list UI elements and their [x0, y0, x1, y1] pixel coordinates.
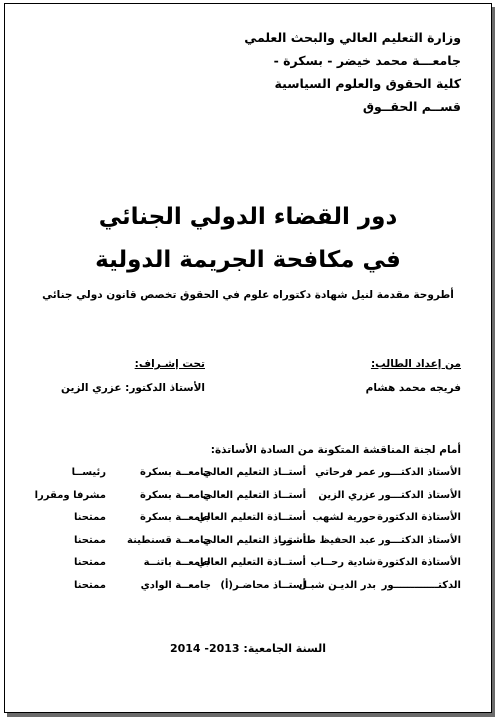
jury-member-university: جامعــة بسكرة [139, 467, 211, 478]
jury-member-name: عزري الزين [318, 489, 376, 501]
jury-member-name: شادية رحــاب [310, 557, 376, 568]
institution-header [211, 26, 461, 118]
jury-member-rank: أستــاذة التعليم العالي [196, 557, 306, 568]
university-name: جامعـــة محمد خيضر - بسكرة - [273, 53, 461, 68]
jury-member-title: الأستاذ الدكتـــور [378, 534, 461, 546]
jury-row [1, 575, 461, 598]
jury-row [1, 552, 461, 575]
thesis-title-line-2: في مكافحة الجريمة الدولية [95, 247, 401, 273]
jury-member-university: جامعــة باتنــة [143, 557, 211, 568]
jury-member-role: ممتحنا [73, 534, 106, 546]
jury-member-name: بدر الديـن شبـل [298, 579, 376, 591]
jury-member-title: الأستاذة الدكتورة [377, 557, 461, 568]
jury-member-rank: أستــاذ محاضـر(أ) [220, 579, 306, 591]
jury-member-role: رئيســا [71, 467, 106, 478]
jury-member-university: جامعــة بسكرة [139, 489, 211, 501]
thesis-subtitle: أطروحة مقدمة لنيل شهادة دكتوراه علوم في الحقوق تخصص قانون دولي جنائي [42, 289, 454, 301]
jury-row [1, 462, 461, 485]
jury-member-title: الأستاذ الدكتـــور [378, 467, 461, 478]
faculty-name: كلية الحقوق والعلوم السياسية [274, 76, 461, 91]
jury-member-name: عبد الحفيظ طاشور [280, 534, 376, 546]
jury-member-role: مشرفا ومقررا [34, 489, 106, 501]
ministry-name: وزارة التعليم العالي والبحث العلمي [244, 30, 461, 45]
jury-row [1, 485, 461, 508]
thesis-title-line-1: دور القضاء الدولي الجنائي [98, 204, 398, 230]
jury-table [1, 462, 461, 597]
jury-member-name: عمر فرحاتي [315, 467, 376, 478]
jury-member-rank: أستــاذ التعليم العالي [202, 467, 306, 478]
department-name: قســم الحقــوق [362, 99, 461, 114]
jury-member-name: حورية لشهب [312, 512, 376, 523]
jury-member-role: ممتحنا [73, 557, 106, 568]
jury-member-title: الأستاذة الدكتورة [377, 512, 461, 523]
jury-member-rank: أستــاذ التعليم العالي [202, 534, 306, 546]
jury-row [1, 507, 461, 530]
jury-member-university: جامعــة الوادي [140, 579, 211, 591]
jury-title: أمام لجنة المناقشة المتكونة من السادة الأساتذة: [210, 444, 461, 456]
jury-member-rank: أستــاذة التعليم العالي [196, 512, 306, 523]
supervisor-name: الأستاذ الدكتور: عزري الزين [61, 382, 205, 394]
jury-member-rank: أستــاذ التعليم العالي [202, 489, 306, 501]
jury-member-university: جامعــة بسكرة [139, 512, 211, 523]
jury-member-role: ممتحنا [73, 512, 106, 523]
jury-member-title: الأستاذ الدكتـــور [378, 489, 461, 501]
jury-member-role: ممتحنا [73, 579, 106, 591]
jury-member-university: جامعــة قسنطينة [127, 534, 211, 546]
academic-year: السنة الجامعية: 2013- 2014 [169, 642, 327, 655]
student-label: من إعداد الطالب: [370, 358, 461, 370]
jury-row [1, 530, 461, 553]
jury-member-title: الدكتـــــــــــــور [381, 579, 461, 591]
student-name: فريجه محمد هشام [365, 382, 461, 394]
thesis-cover-page [4, 3, 492, 713]
supervisor-label: تحت إشـراف: [134, 358, 205, 370]
